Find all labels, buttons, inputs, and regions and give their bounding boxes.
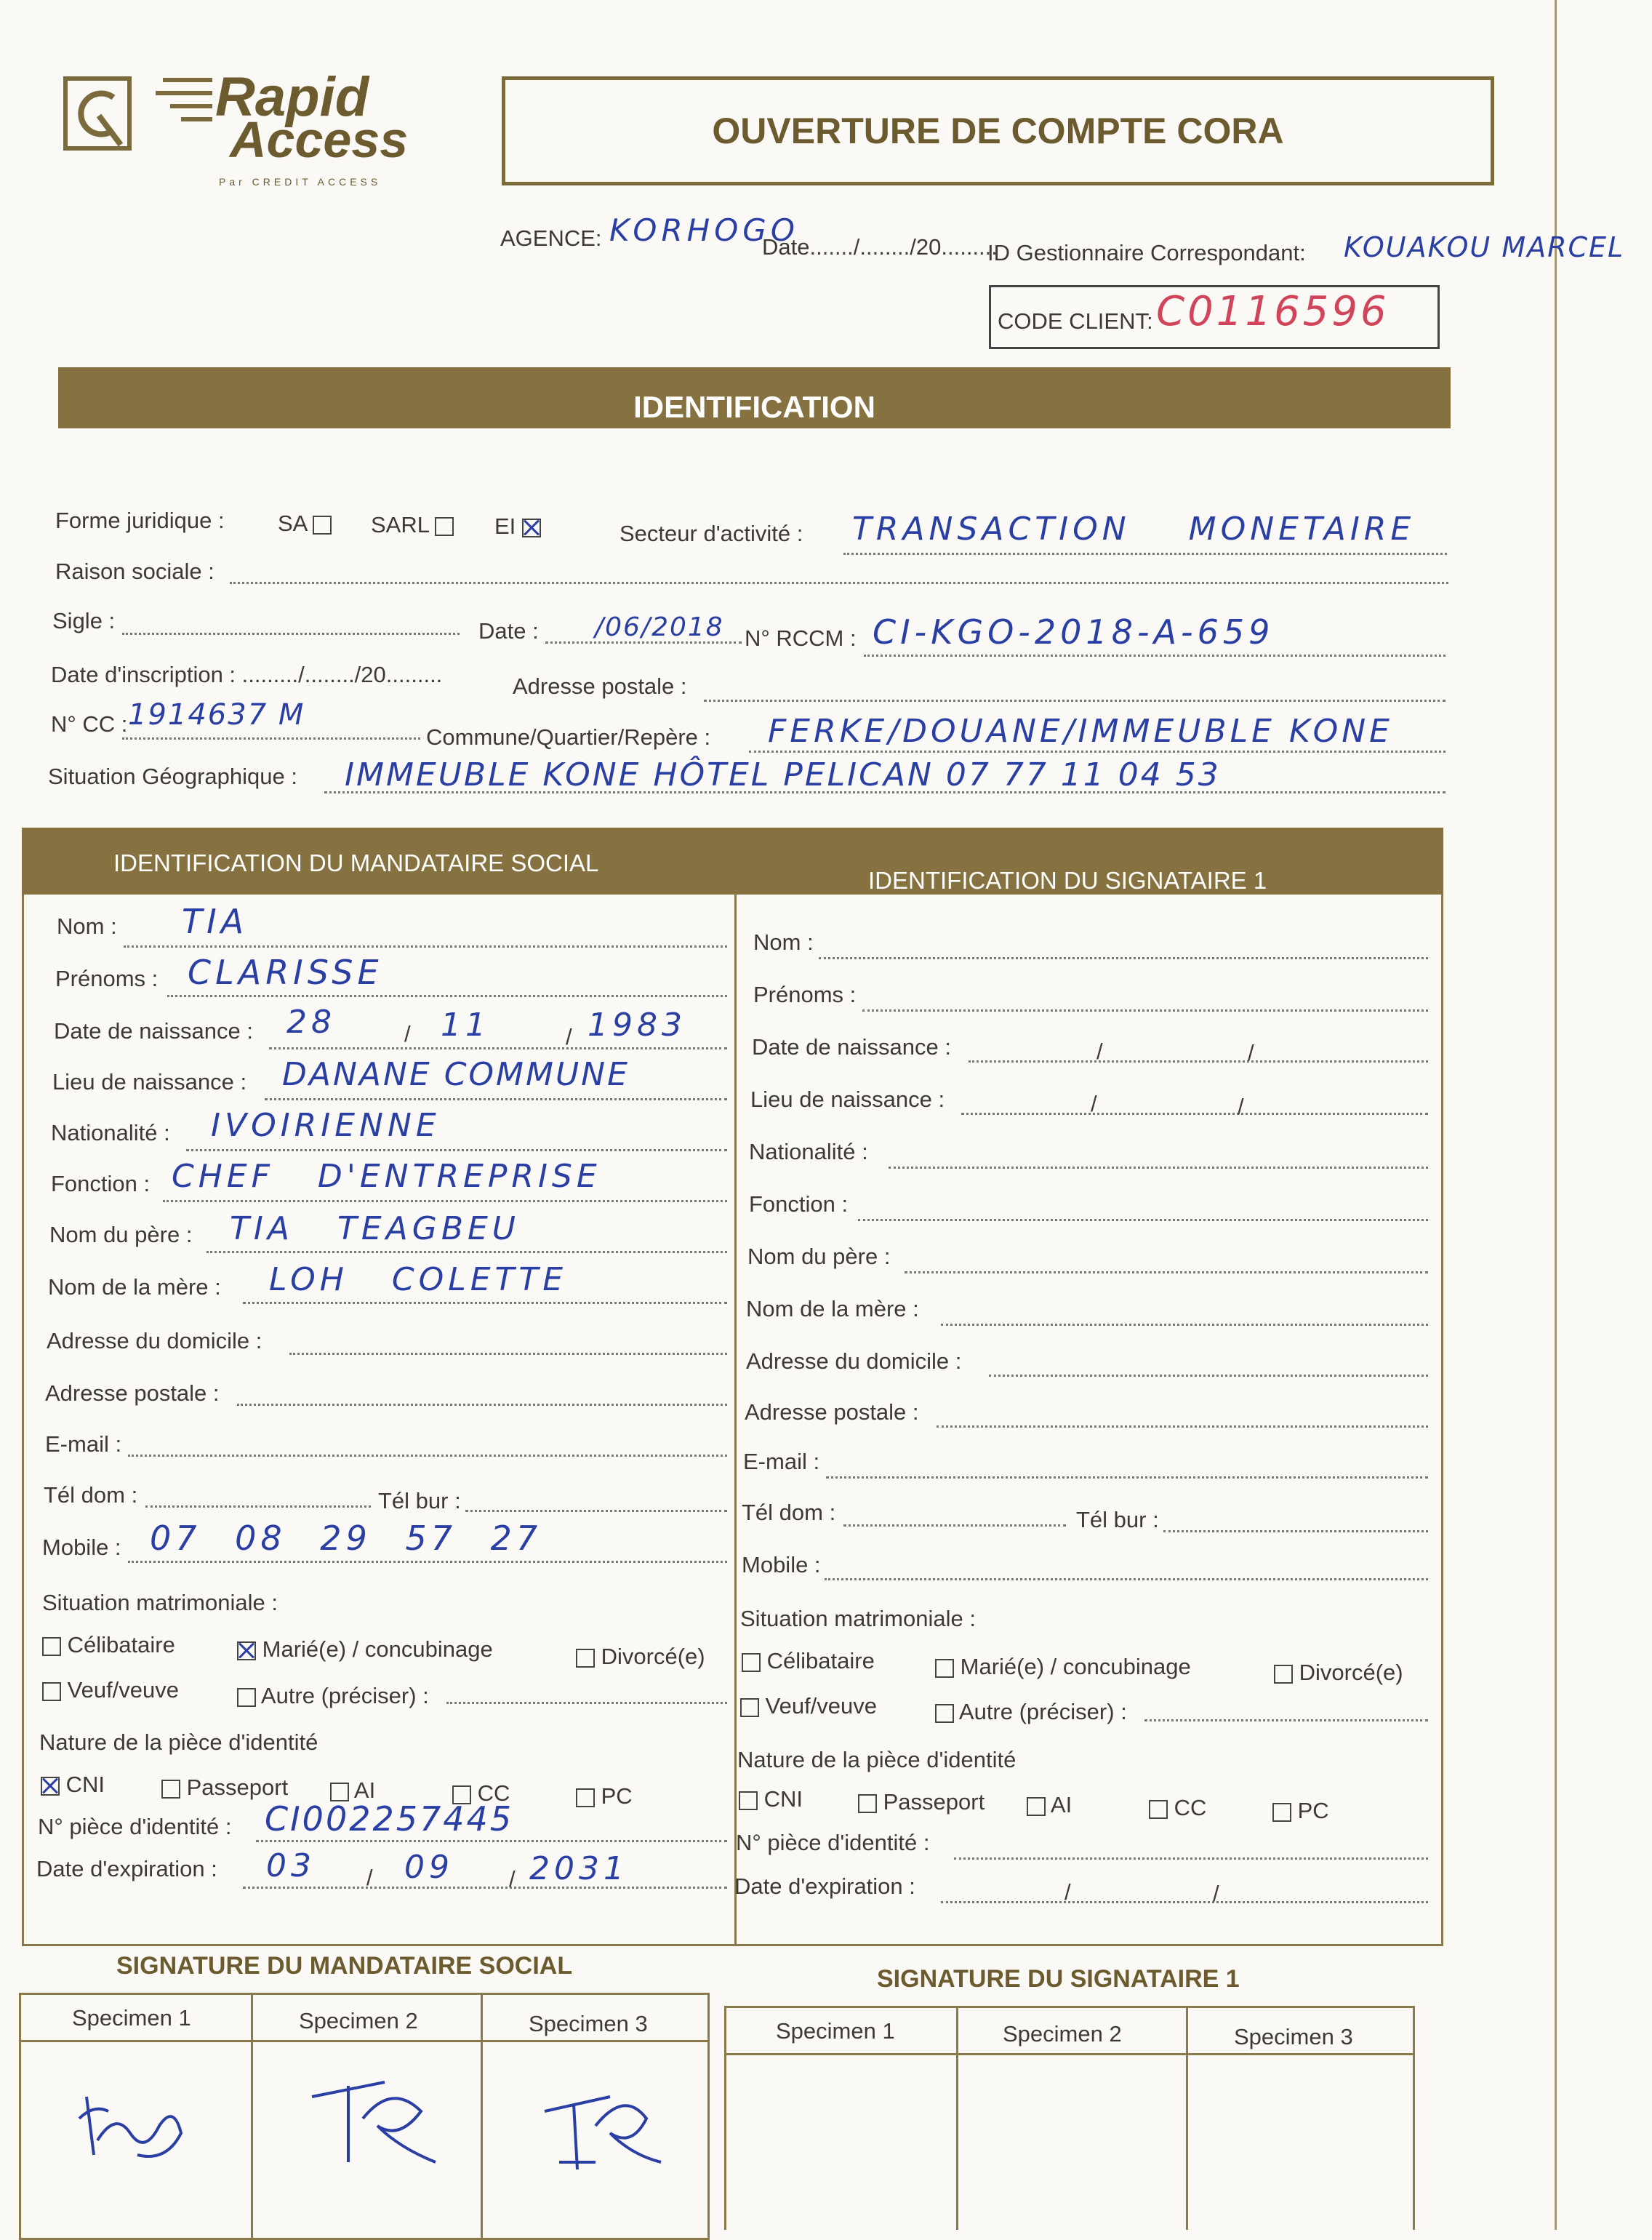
cc-value[interactable]: 1914637 M [128,698,305,732]
gestionnaire-label: ID Gestionnaire Correspondant: [987,240,1306,265]
s-domicile-line [989,1375,1428,1377]
s-divorce-checkbox[interactable] [1274,1665,1293,1684]
m-postale-label: Adresse postale : [45,1380,220,1406]
s-exp-sep2: / [1213,1881,1219,1906]
s-specimen-1-area[interactable] [726,2055,956,2230]
forme-ei-label: EI [494,513,516,539]
forme-ei[interactable] [494,513,541,540]
s-naissance-line [969,1060,1428,1063]
s-veuf-checkbox[interactable] [740,1698,759,1717]
m-mere-value[interactable]: LOH COLETTE [269,1261,568,1298]
s-lieu-sep2: / [1238,1094,1244,1119]
forme-sarl-label: SARL [371,512,429,537]
s-naissance-label: Date de naissance : [752,1034,952,1060]
adresse-postale-line [704,700,1446,702]
s-ai-option[interactable] [1027,1792,1072,1818]
m-matrimoniale-label: Situation matrimoniale : [42,1590,278,1615]
s-tel-bur-line [1163,1530,1428,1532]
m-specimen-2-signature[interactable] [305,2068,450,2169]
s-autre-text: Autre (préciser) : [958,1699,1127,1724]
m-mobile-value[interactable]: 07 08 29 57 27 [150,1519,542,1558]
form-title-box [502,76,1494,185]
forme-sarl-checkbox[interactable] [435,517,454,536]
secteur-value[interactable]: TRANSACTION MONETAIRE [852,511,1416,548]
s-veuf-text: Veuf/veuve [765,1693,878,1719]
signature-signataire-title: SIGNATURE DU SIGNATAIRE 1 [877,1965,1240,1993]
sigle-line [122,633,460,635]
s-nom-line [819,957,1428,959]
forme-juridique-label: Forme juridique : [55,508,225,533]
m-veuf-option[interactable] [42,1677,179,1703]
m-specimen-3-label: Specimen 3 [529,2011,648,2036]
s-nationalite-line [889,1167,1428,1169]
m-exp-jour[interactable]: 03 [266,1847,316,1884]
rccm-line [864,655,1446,657]
m-num-piece-label: N° pièce d'identité : [38,1814,232,1839]
m-email-line [128,1455,727,1457]
forme-sa-label: SA [278,511,307,536]
s-pc-option[interactable] [1272,1798,1329,1824]
logo-tagline: Par CREDIT ACCESS [219,176,382,188]
m-passeport-option[interactable] [161,1775,288,1801]
s-naissance-sep2: / [1248,1040,1254,1065]
s-domicile-label: Adresse du domicile : [746,1348,962,1374]
m-exp-annee[interactable]: 2031 [529,1850,628,1887]
m-veuf-checkbox[interactable] [42,1682,61,1701]
s-marie-option[interactable] [935,1654,1191,1680]
s-passeport-text: Passeport [883,1789,985,1815]
s-fonction-line [858,1219,1428,1221]
m-specimen-3-signature[interactable] [537,2075,683,2177]
m-lieu-value[interactable]: DANANE COMMUNE [282,1056,630,1093]
s-lieu-line [961,1113,1428,1115]
signature-mandataire-table [19,1993,710,2240]
s-cc-text: CC [1174,1795,1207,1820]
s-naissance-sep1: / [1096,1039,1103,1064]
forme-sa-checkbox[interactable] [313,516,332,535]
date-creation-value[interactable]: /06/2018 [595,612,724,642]
s-autre-option[interactable] [935,1699,1127,1725]
m-celibataire-option[interactable] [42,1632,175,1658]
m-email-label: E-mail : [45,1431,122,1457]
date-label: Date......./......../20......... [762,234,998,260]
s-pc-checkbox[interactable] [1272,1803,1291,1822]
s-expiration-line [941,1901,1428,1903]
s-lieu-sep1: / [1091,1091,1097,1116]
agence-value[interactable]: KORHOGO [609,212,799,248]
s-postale-line [937,1425,1428,1428]
gestionnaire-value[interactable]: KOUAKOU MARCEL [1344,231,1625,263]
m-expiration-line [243,1887,727,1889]
s-marie-text: Marié(e) / concubinage [960,1654,1191,1679]
signataire-title: IDENTIFICATION DU SIGNATAIRE 1 [868,867,1267,894]
s-cni-text: CNI [763,1786,803,1812]
m-mere-label: Nom de la mère : [48,1274,221,1300]
m-nom-line [124,945,727,948]
m-autre-line [446,1702,727,1704]
s-celibataire-option[interactable] [742,1648,875,1674]
s-specimen-1-label: Specimen 1 [776,2018,895,2044]
situation-geographique-value[interactable]: IMMEUBLE KONE HÔTEL PELICAN 07 77 11 04 53 [345,756,1221,793]
s-cni-option[interactable] [739,1786,803,1812]
m-prenoms-value[interactable]: CLARISSE [188,953,383,992]
s-piece-label: Nature de la pièce d'identité [737,1747,1017,1772]
s-autre-line [1144,1719,1428,1721]
m-naissance-line [269,1047,727,1049]
m-tel-dom-line [145,1505,371,1508]
cc-label: N° CC : [51,711,128,737]
s-cc-option[interactable] [1149,1795,1206,1821]
secteur-label: Secteur d'activité : [620,521,803,546]
m-divorce-text: Divorcé(e) [601,1644,705,1669]
s-pere-label: Nom du père : [747,1244,891,1269]
speed-lines-icon [148,74,214,125]
rccm-label: N° RCCM : [745,625,857,651]
commune-line [749,751,1446,753]
m-specimen-2-label: Specimen 2 [299,2008,418,2033]
logo [63,65,426,196]
m-piece-label: Nature de la pièce d'identité [39,1729,318,1755]
m-marie-option[interactable] [237,1636,493,1663]
raison-sociale-label: Raison sociale : [55,559,214,584]
logo-brand-line1: Rapid [215,66,369,128]
m-specimen-1-label: Specimen 1 [72,2005,191,2031]
m-tel-dom-label: Tél dom : [44,1482,138,1508]
s-passeport-checkbox[interactable] [858,1794,877,1813]
s-prenoms-label: Prénoms : [753,982,857,1007]
s-tel-dom-label: Tél dom : [742,1500,836,1525]
s-passeport-option[interactable] [858,1789,985,1815]
forme-sarl[interactable] [371,512,454,538]
raison-sociale-line [230,582,1448,584]
m-nom-label: Nom : [57,913,117,939]
m-pc-text: PC [601,1783,633,1809]
s-divorce-option[interactable] [1274,1660,1403,1686]
m-fonction-line [163,1200,727,1202]
s-veuf-option[interactable] [740,1693,877,1719]
commune-value[interactable]: FERKE/DOUANE/IMMEUBLE KONE [768,713,1393,750]
s-mobile-line [825,1578,1428,1580]
m-mobile-line [128,1561,727,1563]
s-mobile-label: Mobile : [742,1552,821,1577]
m-tel-bur-label: Tél bur : [378,1488,461,1513]
m-ai-text: AI [353,1777,376,1803]
m-domicile-line [289,1353,727,1355]
m-domicile-label: Adresse du domicile : [47,1328,262,1353]
s-exp-sep1: / [1064,1879,1071,1905]
m-postale-line [237,1404,727,1406]
m-cni-option[interactable] [41,1772,105,1798]
m-autre-text: Autre (préciser) : [260,1683,429,1708]
s-marie-checkbox[interactable] [935,1659,954,1678]
m-cni-text: CNI [65,1772,105,1797]
m-mere-line [243,1302,727,1304]
s-email-line [826,1476,1428,1479]
m-autre-option[interactable] [237,1683,429,1709]
m-fonction-value[interactable]: CHEF D'ENTREPRISE [172,1158,601,1195]
s-tel-dom-line [843,1524,1066,1527]
m-expiration-label: Date d'expiration : [36,1856,217,1881]
s-ai-checkbox[interactable] [1027,1797,1046,1816]
cc-line [122,737,420,740]
sigle-label: Sigle : [52,608,116,633]
m-mobile-label: Mobile : [42,1535,121,1560]
m-naissance-label: Date de naissance : [54,1018,254,1044]
m-naissance-jour[interactable]: 28 [286,1004,336,1041]
m-veuf-text: Veuf/veuve [67,1677,180,1703]
s-pere-line [905,1271,1428,1273]
page-edge-line [1555,0,1557,2230]
form-title: OUVERTURE DE COMPTE CORA [712,111,1284,151]
s-email-label: E-mail : [743,1449,820,1474]
adresse-postale-label: Adresse postale : [513,673,687,699]
s-specimen-2-area[interactable] [958,2055,1186,2230]
secteur-line [843,553,1447,555]
m-nom-value[interactable]: TIA [182,902,249,941]
m-passeport-checkbox[interactable] [161,1780,180,1799]
m-exp-sep1: / [366,1865,373,1890]
m-exp-mois[interactable]: 09 [404,1849,454,1886]
m-lieu-line [265,1098,727,1100]
m-pc-option[interactable] [576,1783,633,1809]
m-ai-checkbox[interactable] [330,1783,349,1801]
logo-brand-line2: Access [230,111,409,168]
s-tel-bur-label: Tél bur : [1076,1507,1159,1532]
rccm-value[interactable]: CI-KGO-2018-A-659 [873,612,1275,652]
m-pere-line [206,1251,727,1253]
s-celibataire-checkbox[interactable] [742,1653,761,1672]
m-celibataire-text: Célibataire [67,1632,175,1657]
s-specimen-3-area[interactable] [1188,2055,1415,2230]
commune-label: Commune/Quartier/Repère : [426,724,711,750]
signature-signataire-table [724,2006,1415,2230]
s-lieu-label: Lieu de naissance : [750,1087,945,1112]
signature-mandataire-title: SIGNATURE DU MANDATAIRE SOCIAL [116,1952,573,1980]
m-pere-label: Nom du père : [49,1222,193,1247]
m-prenoms-line [167,995,727,997]
forme-sa[interactable] [278,511,332,537]
s-nom-label: Nom : [753,929,814,955]
identification-bar [58,367,1451,428]
s-num-piece-line [954,1857,1428,1860]
m-marie-checkbox[interactable] [237,1641,256,1660]
s-prenoms-line [862,1009,1428,1012]
s-nationalite-label: Nationalité : [749,1139,868,1164]
s-cc-checkbox[interactable] [1149,1800,1168,1819]
m-nationalite-label: Nationalité : [51,1120,170,1145]
m-nationalite-value[interactable]: IVOIRIENNE [211,1107,441,1144]
s-ai-text: AI [1050,1792,1072,1817]
m-pc-checkbox[interactable] [576,1788,595,1807]
m-naissance-annee[interactable]: 1983 [588,1007,686,1044]
m-num-piece-value[interactable]: CI002257445 [265,1799,514,1839]
m-prenoms-label: Prénoms : [55,966,159,991]
s-autre-checkbox[interactable] [935,1704,954,1723]
m-divorce-checkbox[interactable] [576,1649,595,1668]
m-specimen-1-signature[interactable] [65,2075,210,2177]
m-marie-text: Marié(e) / concubinage [262,1636,493,1662]
m-nationalite-line [186,1149,727,1151]
mandataire-title: IDENTIFICATION DU MANDATAIRE SOCIAL [113,849,599,876]
forme-ei-checkbox[interactable] [522,519,541,537]
identification-bar-title: IDENTIFICATION [633,390,875,424]
s-matrimoniale-label: Situation matrimoniale : [740,1606,976,1631]
s-num-piece-label: N° pièce d'identité : [736,1830,930,1855]
code-client-label: CODE CLIENT: [998,308,1153,334]
m-naissance-sep1: / [404,1021,411,1047]
code-client-value[interactable]: C0116596 [1156,288,1390,335]
m-tel-bur-line [465,1510,727,1512]
s-postale-label: Adresse postale : [745,1399,919,1425]
m-lieu-label: Lieu de naissance : [52,1069,247,1095]
m-exp-sep2: / [509,1866,516,1892]
s-specimen-3-label: Specimen 3 [1234,2024,1353,2049]
s-fonction-label: Fonction : [749,1191,849,1217]
situation-geographique-label: Situation Géographique : [48,764,297,789]
s-mere-label: Nom de la mère : [746,1296,919,1321]
m-fonction-label: Fonction : [51,1171,151,1196]
s-cni-checkbox[interactable] [739,1791,758,1810]
date-creation-label: Date : [478,618,539,644]
m-pere-value[interactable]: TIA TEAGBEU [230,1210,521,1247]
agence-label: AGENCE: [500,225,602,251]
s-specimen-2-label: Specimen 2 [1003,2021,1122,2047]
s-divorce-text: Divorcé(e) [1299,1660,1403,1685]
s-pc-text: PC [1297,1798,1329,1823]
date-inscription-label: Date d'inscription : ........./......../20......... [51,662,443,687]
s-mere-line [941,1324,1428,1326]
logo-mark-icon [63,76,135,156]
m-celibataire-checkbox[interactable] [42,1637,61,1656]
m-cc-text: CC [477,1780,510,1806]
s-expiration-label: Date d'expiration : [734,1873,915,1899]
m-num-piece-line [256,1840,727,1842]
m-cni-checkbox[interactable] [41,1777,60,1796]
m-naissance-mois[interactable]: 11 [441,1007,490,1044]
m-divorce-option[interactable] [576,1644,705,1670]
s-celibataire-text: Célibataire [766,1648,875,1673]
m-autre-checkbox[interactable] [237,1688,256,1707]
column-divider [734,895,737,1946]
m-passeport-text: Passeport [186,1775,289,1800]
m-naissance-sep2: / [566,1024,572,1049]
